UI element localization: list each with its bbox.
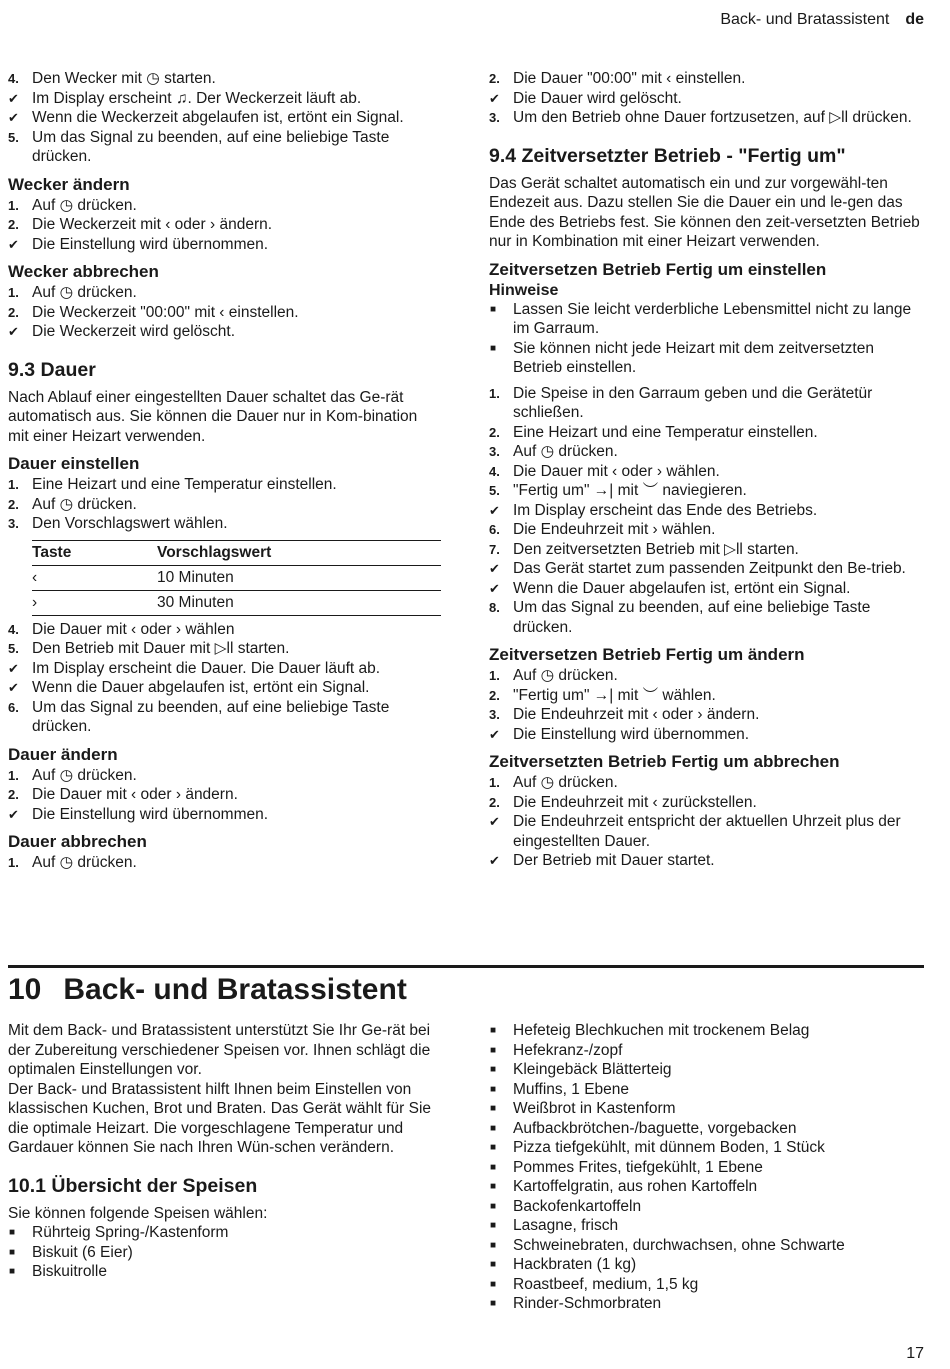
list-item: [8, 303, 440, 323]
check-icon: ✔: [8, 90, 19, 106]
list-item-text: Die Einstellung wird übernommen.: [32, 805, 269, 823]
bullet-icon: ■: [490, 342, 497, 354]
list-item: [8, 698, 440, 737]
step-number: 2.: [8, 496, 19, 512]
list-item-text: Die Weckerzeit wird gelöscht.: [32, 323, 236, 340]
chapter-right-column: [489, 1021, 921, 1314]
list-item: [8, 766, 440, 786]
list-item-text: Kleingebäck Blätterteig: [513, 1061, 672, 1078]
bullet-icon: ■: [490, 1259, 497, 1270]
list-item-text: Im Display erscheint das Ende des Betriebs.: [513, 501, 818, 519]
step-number: 1.: [489, 775, 500, 790]
header-title: Back- und Bratassistent: [720, 11, 890, 28]
list-item-text: Die Dauer mit ‹ oder › ändern.: [32, 786, 238, 803]
list-item: [489, 1158, 921, 1178]
check-icon: ✔: [489, 814, 500, 829]
notes-heading: Hinweise: [489, 281, 559, 299]
bullet-icon: ■: [490, 1220, 497, 1231]
table-header-cell: Taste: [32, 543, 72, 561]
list-item-text: Auf ◷ drücken.: [32, 196, 137, 214]
check-icon: ✔: [8, 324, 19, 339]
step-number: 3.: [8, 516, 19, 531]
step-number: 5.: [8, 641, 19, 656]
list-item: [8, 196, 440, 216]
preset-table: [32, 540, 441, 616]
list-item-text: Wenn die Dauer abgelaufen ist, ertönt ein Signal.: [32, 679, 370, 696]
subsection-heading: Zeitversetzen Betrieb Fertig um einstellen: [489, 259, 827, 279]
list-item-text: Die Einstellung wird übernommen.: [513, 725, 750, 743]
list-item: [489, 579, 921, 599]
list-item-text: Rührteig Spring-/Kastenform: [32, 1224, 229, 1241]
subsection-heading: Zeitversetzen Betrieb Fertig um ändern: [489, 645, 805, 664]
list-item-text: Das Gerät startet zum passenden Zeitpunkt den Be-trieb.: [513, 560, 906, 577]
step-number: 4.: [8, 71, 19, 86]
step-number: 3.: [489, 707, 500, 722]
list-item-text: Die Dauer wird gelöscht.: [513, 89, 682, 107]
section-heading: 9.4 Zeitversetzter Betrieb - "Fertig um": [489, 144, 846, 167]
list-item: [489, 851, 921, 871]
section-heading: 10.1 Übersicht der Speisen: [8, 1174, 258, 1197]
bullet-icon: ■: [9, 1266, 16, 1277]
bullet-icon: ■: [9, 1246, 16, 1258]
list-item: [8, 235, 440, 255]
step-number: 2.: [8, 304, 19, 320]
list-item-text: Um das Signal zu beenden, auf eine beliebige Taste drücken.: [513, 599, 871, 636]
bullet-icon: ■: [490, 1200, 497, 1212]
list-item: [489, 520, 921, 540]
list-item-text: Die Endeuhrzeit entspricht der aktuellen Uhrzeit plus der eingestellten Dauer.: [513, 813, 901, 850]
chapter-separator: [8, 965, 924, 968]
step-number: 1.: [8, 855, 19, 870]
step-number: 2.: [489, 687, 500, 703]
list-item: [489, 1021, 921, 1041]
list-item: [8, 1223, 440, 1243]
step-number: 2.: [489, 794, 500, 810]
bullet-icon: ■: [9, 1227, 16, 1238]
list-item: [489, 725, 921, 745]
list-item: [489, 501, 921, 521]
table-header-row: [32, 541, 441, 566]
subsection-heading: Dauer abbrechen: [8, 832, 147, 851]
list-item-text: Roastbeef, medium, 1,5 kg: [513, 1275, 699, 1293]
bullet-icon: ■: [490, 1064, 497, 1075]
step-number: 5.: [489, 483, 500, 498]
check-icon: ✔: [489, 580, 500, 596]
paragraph: Das Gerät schaltet automatisch ein und zur vorgewähl-ten Endezeit aus. Dazu stellen Sie die Dauer ein und le-gen das Ende des Betriebs fest. Sie können den zeit-versetzten Betrieb nur in Kombination mit einer Heizart verwenden.: [489, 174, 920, 250]
paragraph: Mit dem Back- und Bratassistent unterstützt Sie Ihr Ge-rät bei der Zubereitung verschiedener Speisen vor. Ihnen schlägt die optimalen Einstellungen vor.: [8, 1022, 431, 1078]
table-row: [32, 566, 441, 591]
list-item: [489, 1275, 921, 1295]
list-item: [8, 1243, 440, 1263]
step-number: 6.: [489, 522, 500, 537]
step-number: 1.: [8, 285, 19, 300]
check-icon: ✔: [8, 660, 19, 676]
table-cell-key: ›: [32, 593, 38, 611]
list-item: [8, 678, 440, 698]
step-number: 1.: [489, 385, 500, 401]
list-item-text: Schweinebraten, durchwachsen, ohne Schwarte: [513, 1236, 845, 1254]
bullet-icon: ■: [490, 1103, 497, 1114]
list-item-text: Den zeitversetzten Betrieb mit ▷ll starten.: [513, 540, 799, 558]
list-item: [489, 1099, 921, 1119]
list-item-text: Im Display erscheint die Dauer. Die Dauer läuft ab.: [32, 659, 381, 677]
chapter-title: Back- und Bratassistent: [63, 973, 407, 1006]
list-item-text: Muffins, 1 Ebene: [513, 1080, 630, 1098]
paragraph: Der Back- und Bratassistent hilft Ihnen beim Einstellen von klassischen Kuchen, Brot und Braten. Das Gerät wählt für Sie die optimale Heizart. Die vorgeschlagene Temperatur und Gardauer können Sie nach Ihren Wün-schen verändern.: [8, 1080, 432, 1156]
paragraph: Sie können folgende Speisen wählen:: [8, 1204, 268, 1222]
subsection-heading: Dauer einstellen: [8, 454, 140, 473]
list-item-text: Wenn die Weckerzeit abgelaufen ist, ertönt ein Signal.: [32, 109, 404, 126]
check-icon: ✔: [489, 726, 500, 742]
list-item-text: Weißbrot in Kastenform: [513, 1100, 676, 1117]
list-item-text: Lasagne, frisch: [513, 1217, 619, 1234]
bullet-icon: ■: [490, 1083, 497, 1095]
bullet-icon: ■: [490, 1044, 497, 1056]
list-item: [8, 283, 440, 303]
list-item-text: "Fertig um" →| mit ︶ naviegieren.: [513, 482, 747, 499]
list-item-text: Die Einstellung wird übernommen.: [32, 235, 269, 253]
header-language: de: [905, 11, 924, 28]
list-item: [489, 1041, 921, 1061]
list-item: [489, 384, 921, 423]
list-item-text: Lassen Sie leicht verderbliche Lebensmittel nicht zu lange im Garraum.: [513, 300, 912, 337]
list-item-text: Um das Signal zu beenden, auf eine beliebige Taste drücken.: [32, 128, 390, 165]
list-item-text: Biskuit (6 Eier): [32, 1243, 133, 1261]
running-header: [720, 11, 924, 29]
list-item: [489, 1138, 921, 1158]
list-item: [489, 559, 921, 579]
list-item: [489, 1119, 921, 1139]
step-number: 4.: [8, 621, 19, 637]
list-item: [8, 805, 440, 825]
list-item-text: Backofenkartoffeln: [513, 1197, 642, 1215]
list-item: [8, 639, 440, 659]
table-header-cell: Vorschlagswert: [157, 543, 272, 561]
list-item-text: Pommes Frites, tiefgekühlt, 1 Ebene: [513, 1158, 763, 1176]
list-item: [8, 322, 440, 342]
list-item-text: Auf ◷ drücken.: [32, 766, 137, 784]
step-number: 1.: [489, 668, 500, 683]
list-item: [8, 108, 440, 128]
list-item-text: Auf ◷ drücken.: [513, 774, 618, 791]
list-item: [8, 853, 440, 873]
list-item: [8, 1262, 440, 1282]
step-number: 2.: [8, 787, 19, 802]
step-number: 4.: [489, 463, 500, 479]
table-cell-value: 30 Minuten: [157, 593, 234, 611]
list-item-text: Die Dauer "00:00" mit ‹ einstellen.: [513, 70, 746, 87]
list-item-text: Hefeteig Blechkuchen mit trockenem Belag: [513, 1022, 810, 1039]
table-cell-value: 10 Minuten: [157, 568, 234, 586]
bullet-icon: ■: [490, 1278, 497, 1290]
check-icon: ✔: [489, 502, 500, 518]
list-item: [489, 1177, 921, 1197]
list-item: [489, 108, 921, 128]
check-icon: ✔: [8, 236, 19, 252]
check-icon: ✔: [489, 90, 500, 106]
step-number: 5.: [8, 129, 19, 145]
bullet-icon: ■: [490, 1181, 497, 1192]
list-item: [489, 1216, 921, 1236]
list-item-text: Den Vorschlagswert wählen.: [32, 515, 228, 532]
list-item: [489, 598, 921, 637]
bullet-icon: ■: [490, 1142, 497, 1153]
list-item: [489, 666, 921, 686]
bullet-icon: ■: [490, 1122, 497, 1134]
table-cell-key: ‹: [32, 568, 38, 586]
list-item: [489, 773, 921, 793]
step-number: 3.: [489, 444, 500, 459]
step-number: 6.: [8, 699, 19, 715]
check-icon: ✔: [8, 806, 19, 822]
left-column: [8, 69, 440, 873]
list-item: [489, 1197, 921, 1217]
subsection-heading: Wecker ändern: [8, 174, 130, 194]
list-item-text: Die Endeuhrzeit mit › wählen.: [513, 521, 716, 538]
right-column: [489, 69, 921, 871]
list-item: [8, 475, 440, 495]
list-item-text: Eine Heizart und eine Temperatur einstellen.: [513, 423, 818, 441]
bullet-icon: ■: [490, 1298, 497, 1309]
list-item-text: Sie können nicht jede Heizart mit dem zeitversetzten Betrieb einstellen.: [513, 339, 874, 376]
list-item-text: Die Endeuhrzeit mit ‹ zurückstellen.: [513, 793, 757, 811]
list-item-text: Pizza tiefgekühlt, mit dünnem Boden, 1 Stück: [513, 1139, 825, 1156]
step-number: 8.: [489, 600, 500, 615]
step-number: 3.: [489, 110, 500, 125]
list-item: [489, 442, 921, 462]
chapter-left-column: [8, 1021, 440, 1282]
list-item-text: Biskuitrolle: [32, 1263, 107, 1280]
list-item-text: Hackbraten (1 kg): [513, 1256, 637, 1273]
list-item-text: Im Display erscheint ♫. Der Weckerzeit läuft ab.: [32, 89, 362, 107]
check-icon: ✔: [489, 853, 500, 868]
list-item-text: Hefekranz-/zopf: [513, 1041, 623, 1059]
list-item: [489, 89, 921, 109]
check-icon: ✔: [8, 680, 19, 695]
list-item: [8, 495, 440, 515]
list-item-text: Die Dauer mit ‹ oder › wählen.: [513, 462, 720, 480]
list-item: [489, 481, 921, 501]
list-item-text: Auf ◷ drücken.: [32, 854, 137, 871]
list-item-text: Auf ◷ drücken.: [513, 443, 618, 460]
step-number: 1.: [8, 477, 19, 492]
chapter-heading: [8, 972, 407, 1008]
list-item: [489, 300, 921, 339]
list-item: [489, 1294, 921, 1314]
subsection-heading: Zeitversetzten Betrieb Fertig um abbrechen: [489, 752, 840, 771]
list-item: [8, 69, 440, 89]
list-item: [489, 686, 921, 706]
step-number: 2.: [489, 71, 500, 86]
list-item-text: Auf ◷ drücken.: [32, 284, 137, 301]
list-item: [489, 793, 921, 813]
list-item-text: Auf ◷ drücken.: [32, 495, 137, 513]
paragraph: Nach Ablauf einer eingestellten Dauer schaltet das Ge-rät automatisch aus. Sie können die Dauer nur in Kom-bination mit einer Heizart verwenden.: [8, 388, 418, 445]
list-item-text: Kartoffelgratin, aus rohen Kartoffeln: [513, 1178, 758, 1195]
list-item-text: "Fertig um" →| mit ︶ wählen.: [513, 686, 716, 704]
list-item: [489, 705, 921, 725]
step-number: 2.: [8, 217, 19, 232]
list-item: [489, 462, 921, 482]
list-item: [489, 69, 921, 89]
list-item: [8, 659, 440, 679]
list-item-text: Die Weckerzeit mit ‹ oder › ändern.: [32, 216, 273, 233]
check-icon: ✔: [489, 561, 500, 576]
list-item-text: Die Dauer mit ‹ oder › wählen: [32, 620, 235, 638]
list-item: [8, 620, 440, 640]
chapter-number: 10: [8, 973, 42, 1006]
bullet-icon: ■: [490, 303, 497, 315]
list-item: [489, 339, 921, 378]
list-item: [489, 423, 921, 443]
step-number: 1.: [8, 197, 19, 213]
table-row: [32, 591, 441, 616]
list-item-text: Den Wecker mit ◷ starten.: [32, 70, 216, 87]
bullet-icon: ■: [490, 1025, 497, 1036]
list-item-text: Rinder-Schmorbraten: [513, 1295, 662, 1312]
list-item-text: Aufbackbrötchen-/baguette, vorgebacken: [513, 1119, 797, 1137]
list-item-text: Wenn die Dauer abgelaufen ist, ertönt ein Signal.: [513, 579, 851, 597]
list-item: [8, 215, 440, 235]
list-item: [489, 1060, 921, 1080]
step-number: 1.: [8, 767, 19, 783]
list-item: [8, 514, 440, 534]
list-item-text: Um das Signal zu beenden, auf eine beliebige Taste drücken.: [32, 698, 390, 735]
list-item: [489, 1080, 921, 1100]
list-item-text: Um den Betrieb ohne Dauer fortzusetzen, auf ▷ll drücken.: [513, 109, 912, 126]
step-number: 7.: [489, 541, 500, 557]
list-item-text: Auf ◷ drücken.: [513, 667, 618, 684]
list-item: [489, 540, 921, 560]
list-item: [8, 785, 440, 805]
list-item: [8, 89, 440, 109]
bullet-icon: ■: [490, 1239, 497, 1251]
bullet-icon: ■: [490, 1161, 497, 1173]
section-heading: 9.3 Dauer: [8, 358, 96, 381]
check-icon: ✔: [8, 110, 19, 125]
page-number: 17: [906, 1345, 924, 1362]
list-item: [489, 812, 921, 851]
list-item-text: Die Speise in den Garraum geben und die Gerätetür schließen.: [513, 384, 873, 421]
list-item-text: Der Betrieb mit Dauer startet.: [513, 852, 715, 869]
list-item-text: Den Betrieb mit Dauer mit ▷ll starten.: [32, 640, 290, 657]
list-item: [489, 1236, 921, 1256]
step-number: 2.: [489, 424, 500, 440]
subsection-heading: Dauer ändern: [8, 744, 118, 764]
list-item: [8, 128, 440, 167]
list-item-text: Die Weckerzeit "00:00" mit ‹ einstellen.: [32, 303, 299, 321]
list-item-text: Die Endeuhrzeit mit ‹ oder › ändern.: [513, 706, 760, 723]
subsection-heading: Wecker abbrechen: [8, 262, 159, 281]
list-item-text: Eine Heizart und eine Temperatur einstellen.: [32, 476, 337, 493]
list-item: [489, 1255, 921, 1275]
